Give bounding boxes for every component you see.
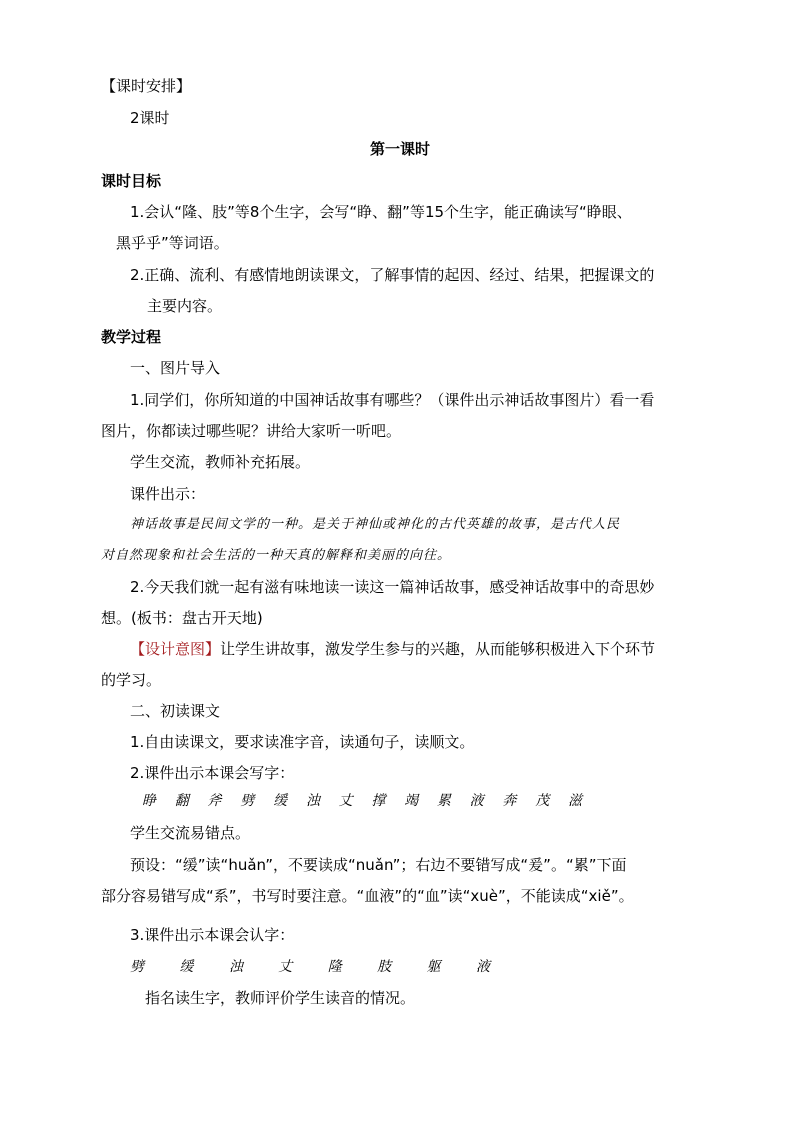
recognize-char: 劈 — [130, 959, 144, 975]
write-char: 茂 — [535, 793, 550, 809]
write-char: 斧 — [207, 793, 222, 809]
design-intent-tag: 【设计意图】 — [130, 640, 221, 658]
recognize-char: 液 — [475, 959, 490, 975]
paragraph-line: 2.课件出示本课会写字： — [130, 764, 295, 782]
subheading-first-reading: 二、初读课文 — [130, 702, 221, 720]
section-heading-schedule: 【课时安排】 — [101, 77, 192, 95]
recognize-char: 缓 — [179, 959, 194, 975]
paragraph-line: 1.同学们，你所知道的中国神话故事有哪些？（课件出示神话故事图片）看一看 — [130, 391, 655, 409]
write-char: 缓 — [273, 793, 288, 809]
paragraph-line: 预设：“缓”读“huǎn”，不要读成“nuǎn”；右边不要错写成“爰”。“累”下面 — [130, 856, 627, 874]
write-char: 翻 — [174, 793, 189, 809]
write-char: 竭 — [404, 793, 419, 809]
paragraph-line: 想。(板书：盘古开天地) — [101, 609, 263, 627]
section-heading-goals: 课时目标 — [101, 172, 162, 190]
schedule-text: 2课时 — [130, 109, 170, 127]
goal-1-line-2: 黑乎乎”等词语。 — [116, 234, 229, 252]
write-char: 劈 — [240, 793, 255, 809]
paragraph-line: 3.课件出示本课会认字： — [130, 926, 295, 944]
write-char: 累 — [436, 793, 451, 809]
recognize-char: 躯 — [426, 959, 441, 975]
write-char: 奔 — [502, 793, 517, 809]
design-intent-text: 让学生讲故事，激发学生参与的兴趣，从而能够积极进入下个环节 — [220, 640, 656, 658]
section-heading-process: 教学过程 — [101, 328, 162, 346]
write-char: 浊 — [305, 793, 320, 809]
paragraph-line: 指名读生字，教师评价学生读音的情况。 — [145, 989, 416, 1007]
recognize-char: 隆 — [327, 959, 342, 975]
subheading-picture-intro: 一、图片导入 — [130, 359, 221, 377]
paragraph-line: 的学习。 — [101, 671, 162, 689]
goal-2-line-2: 主要内容。 — [147, 297, 223, 315]
design-intent-line — [130, 639, 655, 659]
write-char: 丈 — [338, 793, 353, 809]
paragraph-line: 部分容易错写成“系”，书写时要注意。“血液”的“血”读“xuè”，不能读成“xiě”。 — [101, 887, 634, 905]
paragraph-line: 课件出示： — [130, 485, 206, 503]
goal-1-line-1: 1.会认“隆、肢”等8个生字，会写“睁、翻”等15个生字，能正确读写“睁眼、 — [130, 203, 632, 221]
write-char: 液 — [469, 793, 484, 809]
lesson-title: 第一课时 — [370, 140, 431, 158]
write-char: 撑 — [371, 793, 386, 809]
myth-definition-line-2: 对自然现象和社会生活的一种天真的解释和美丽的向往。 — [101, 548, 452, 563]
recognize-char: 浊 — [228, 959, 243, 975]
goal-2-line-1: 2.正确、流利、有感情地朗读课文，了解事情的起因、经过、结果，把握课文的 — [130, 266, 655, 284]
write-characters-list — [142, 790, 582, 810]
paragraph-line: 1.自由读课文，要求读准字音，读通句子，读顺文。 — [130, 733, 475, 751]
recognize-characters-list — [130, 956, 490, 976]
paragraph-line: 学生交流易错点。 — [130, 824, 251, 842]
recognize-char: 丈 — [278, 959, 293, 975]
paragraph-line: 图片，你都读过哪些呢？讲给大家听一听吧。 — [101, 422, 402, 440]
recognize-char: 肢 — [377, 959, 392, 975]
write-char: 睁 — [142, 793, 156, 809]
paragraph-line: 学生交流，教师补充拓展。 — [130, 453, 311, 471]
paragraph-line: 2.今天我们就一起有滋有味地读一读这一篇神话故事，感受神话故事中的奇思妙 — [130, 578, 655, 596]
write-char: 滋 — [567, 793, 582, 809]
myth-definition-line-1: 神话故事是民间文学的一种。是关于神仙或神化的古代英雄的故事，是古代人民 — [130, 517, 621, 532]
